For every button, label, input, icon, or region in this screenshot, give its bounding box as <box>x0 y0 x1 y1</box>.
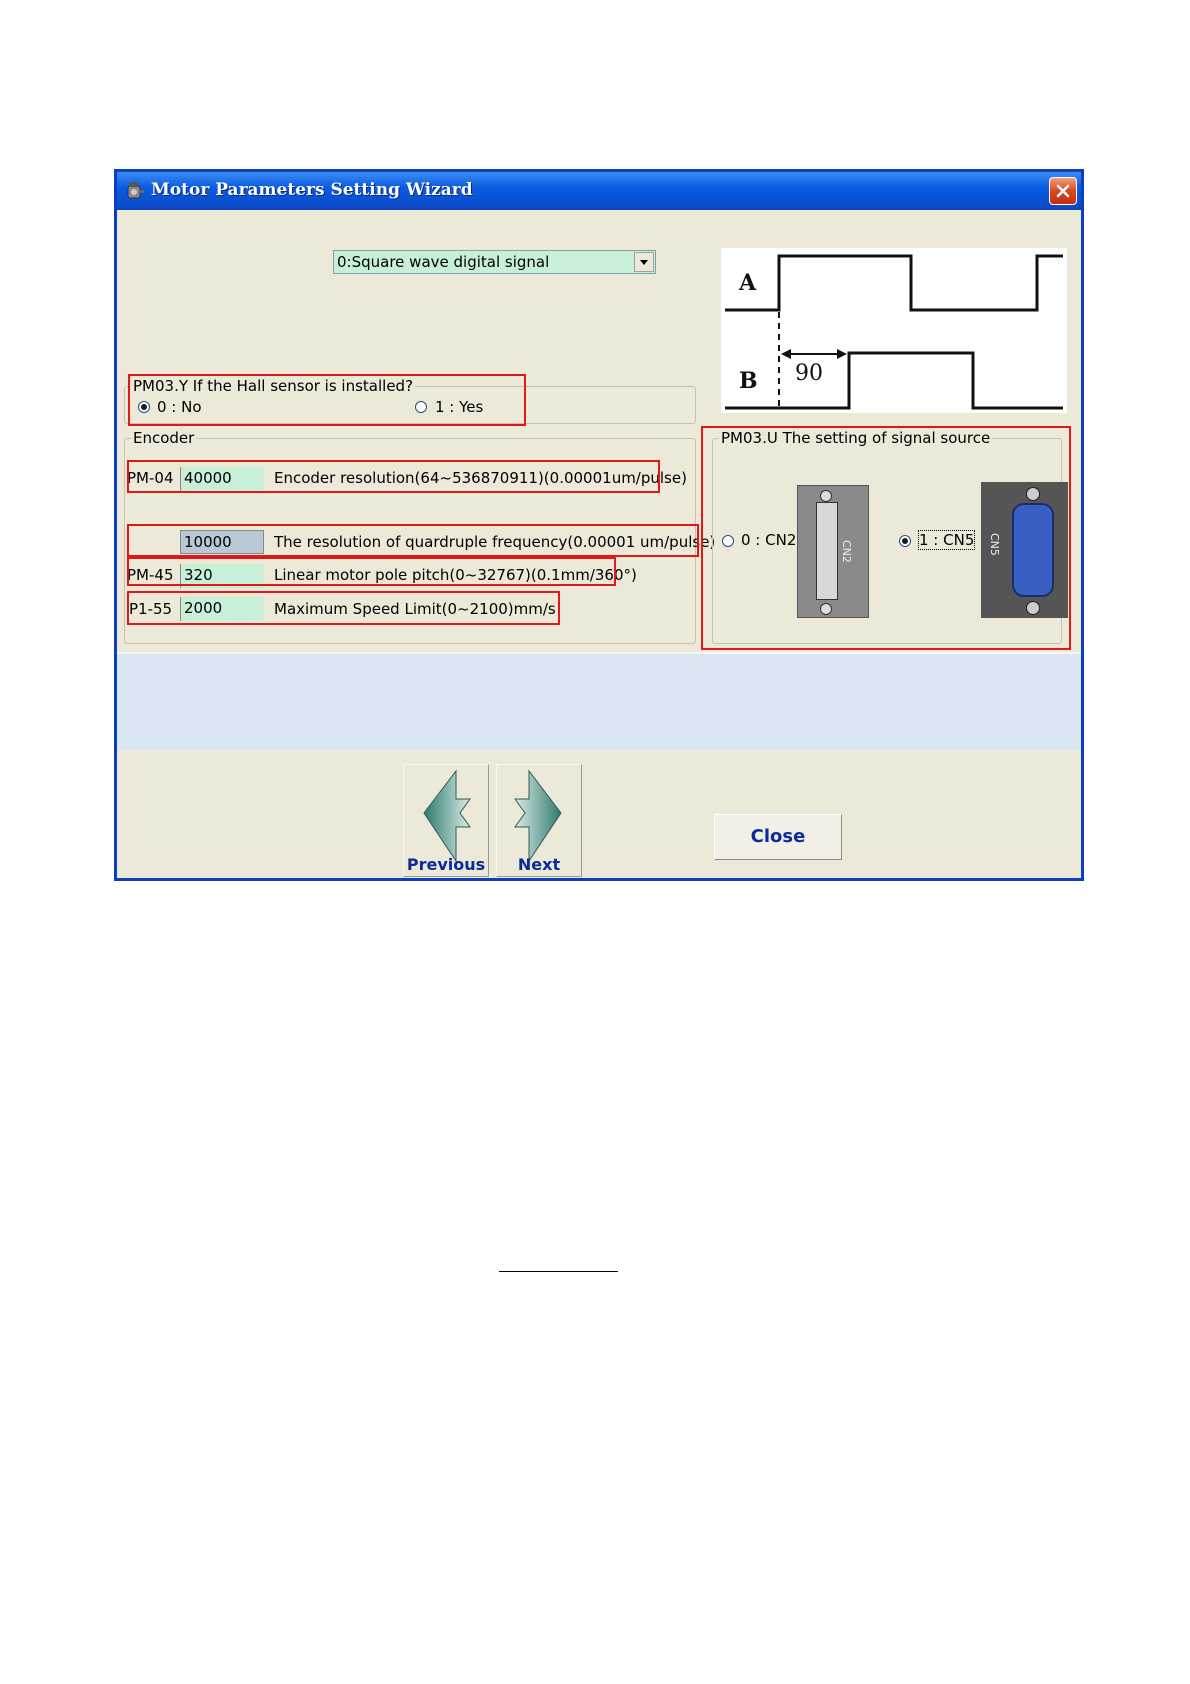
encoder-legend: Encoder <box>133 429 195 447</box>
close-icon <box>1056 184 1070 198</box>
next-button[interactable] <box>496 764 582 877</box>
signal-source-highlight <box>701 426 1071 650</box>
waveform-graphic <box>721 248 1067 413</box>
close-button[interactable]: Close <box>714 814 842 860</box>
cn5-label[interactable]: 1 : CN5 <box>919 531 975 549</box>
signal-type-select[interactable] <box>333 250 656 274</box>
arrow-left-icon <box>404 767 488 863</box>
param-code: PM-04 <box>127 469 174 487</box>
hall-sensor-legend: PM03.Y If the Hall sensor is installed? <box>133 377 414 395</box>
hall-no-label[interactable]: 0 : No <box>157 398 202 416</box>
cn2-port-label: CN2 <box>840 540 853 563</box>
max-speed-input[interactable]: 2000 <box>180 597 264 621</box>
quad-resolution-highlight <box>127 524 699 557</box>
message-panel <box>117 652 1081 750</box>
max-speed-highlight <box>127 591 560 625</box>
previous-button[interactable] <box>403 764 489 877</box>
wizard-body <box>117 210 1081 878</box>
wave-label-b: B <box>739 368 758 394</box>
encoder-resolution-input[interactable]: 40000 <box>180 467 264 491</box>
pole-pitch-label: Linear motor pole pitch(0~32767)(0.1mm/360°) <box>274 566 637 584</box>
motor-wizard-window <box>114 169 1084 881</box>
cn5-port-label: CN5 <box>988 533 1001 556</box>
dropdown-button[interactable] <box>634 252 654 272</box>
pole-pitch-highlight <box>127 557 616 586</box>
hall-yes-label[interactable]: 1 : Yes <box>435 398 484 416</box>
window-title: Motor Parameters Setting Wizard <box>151 180 473 200</box>
next-label: Next <box>517 855 561 874</box>
page-underline-mark <box>499 1271 618 1272</box>
quad-resolution-label: The resolution of quardruple frequency(0.00001 um/pulse) <box>274 533 716 551</box>
motor-app-icon <box>124 180 146 202</box>
param-code: PM-45 <box>127 566 174 584</box>
title-bar[interactable] <box>117 172 1081 210</box>
previous-label: Previous <box>406 855 486 874</box>
encoder-resolution-highlight <box>127 460 660 493</box>
pole-pitch-input[interactable]: 320 <box>180 564 264 588</box>
encoder-resolution-label: Encoder resolution(64~536870911)(0.00001um/pulse) <box>274 469 687 487</box>
ab-phase-waveform-diagram <box>721 248 1067 413</box>
phase-label: 90 <box>795 361 823 386</box>
cn2-label[interactable]: 0 : CN2 <box>741 531 797 549</box>
hall-highlight-box <box>128 374 526 426</box>
window-close-button[interactable] <box>1049 177 1077 205</box>
chevron-down-icon <box>635 253 653 271</box>
max-speed-label: Maximum Speed Limit(0~2100)mm/s <box>274 600 556 618</box>
param-code: P1-55 <box>129 600 173 618</box>
wave-label-a: A <box>739 270 757 296</box>
quad-resolution-readout: 10000 <box>180 530 264 554</box>
arrow-right-icon <box>497 767 581 863</box>
signal-source-legend: PM03.U The setting of signal source <box>721 429 991 447</box>
signal-type-value: 0:Square wave digital signal <box>337 253 550 271</box>
